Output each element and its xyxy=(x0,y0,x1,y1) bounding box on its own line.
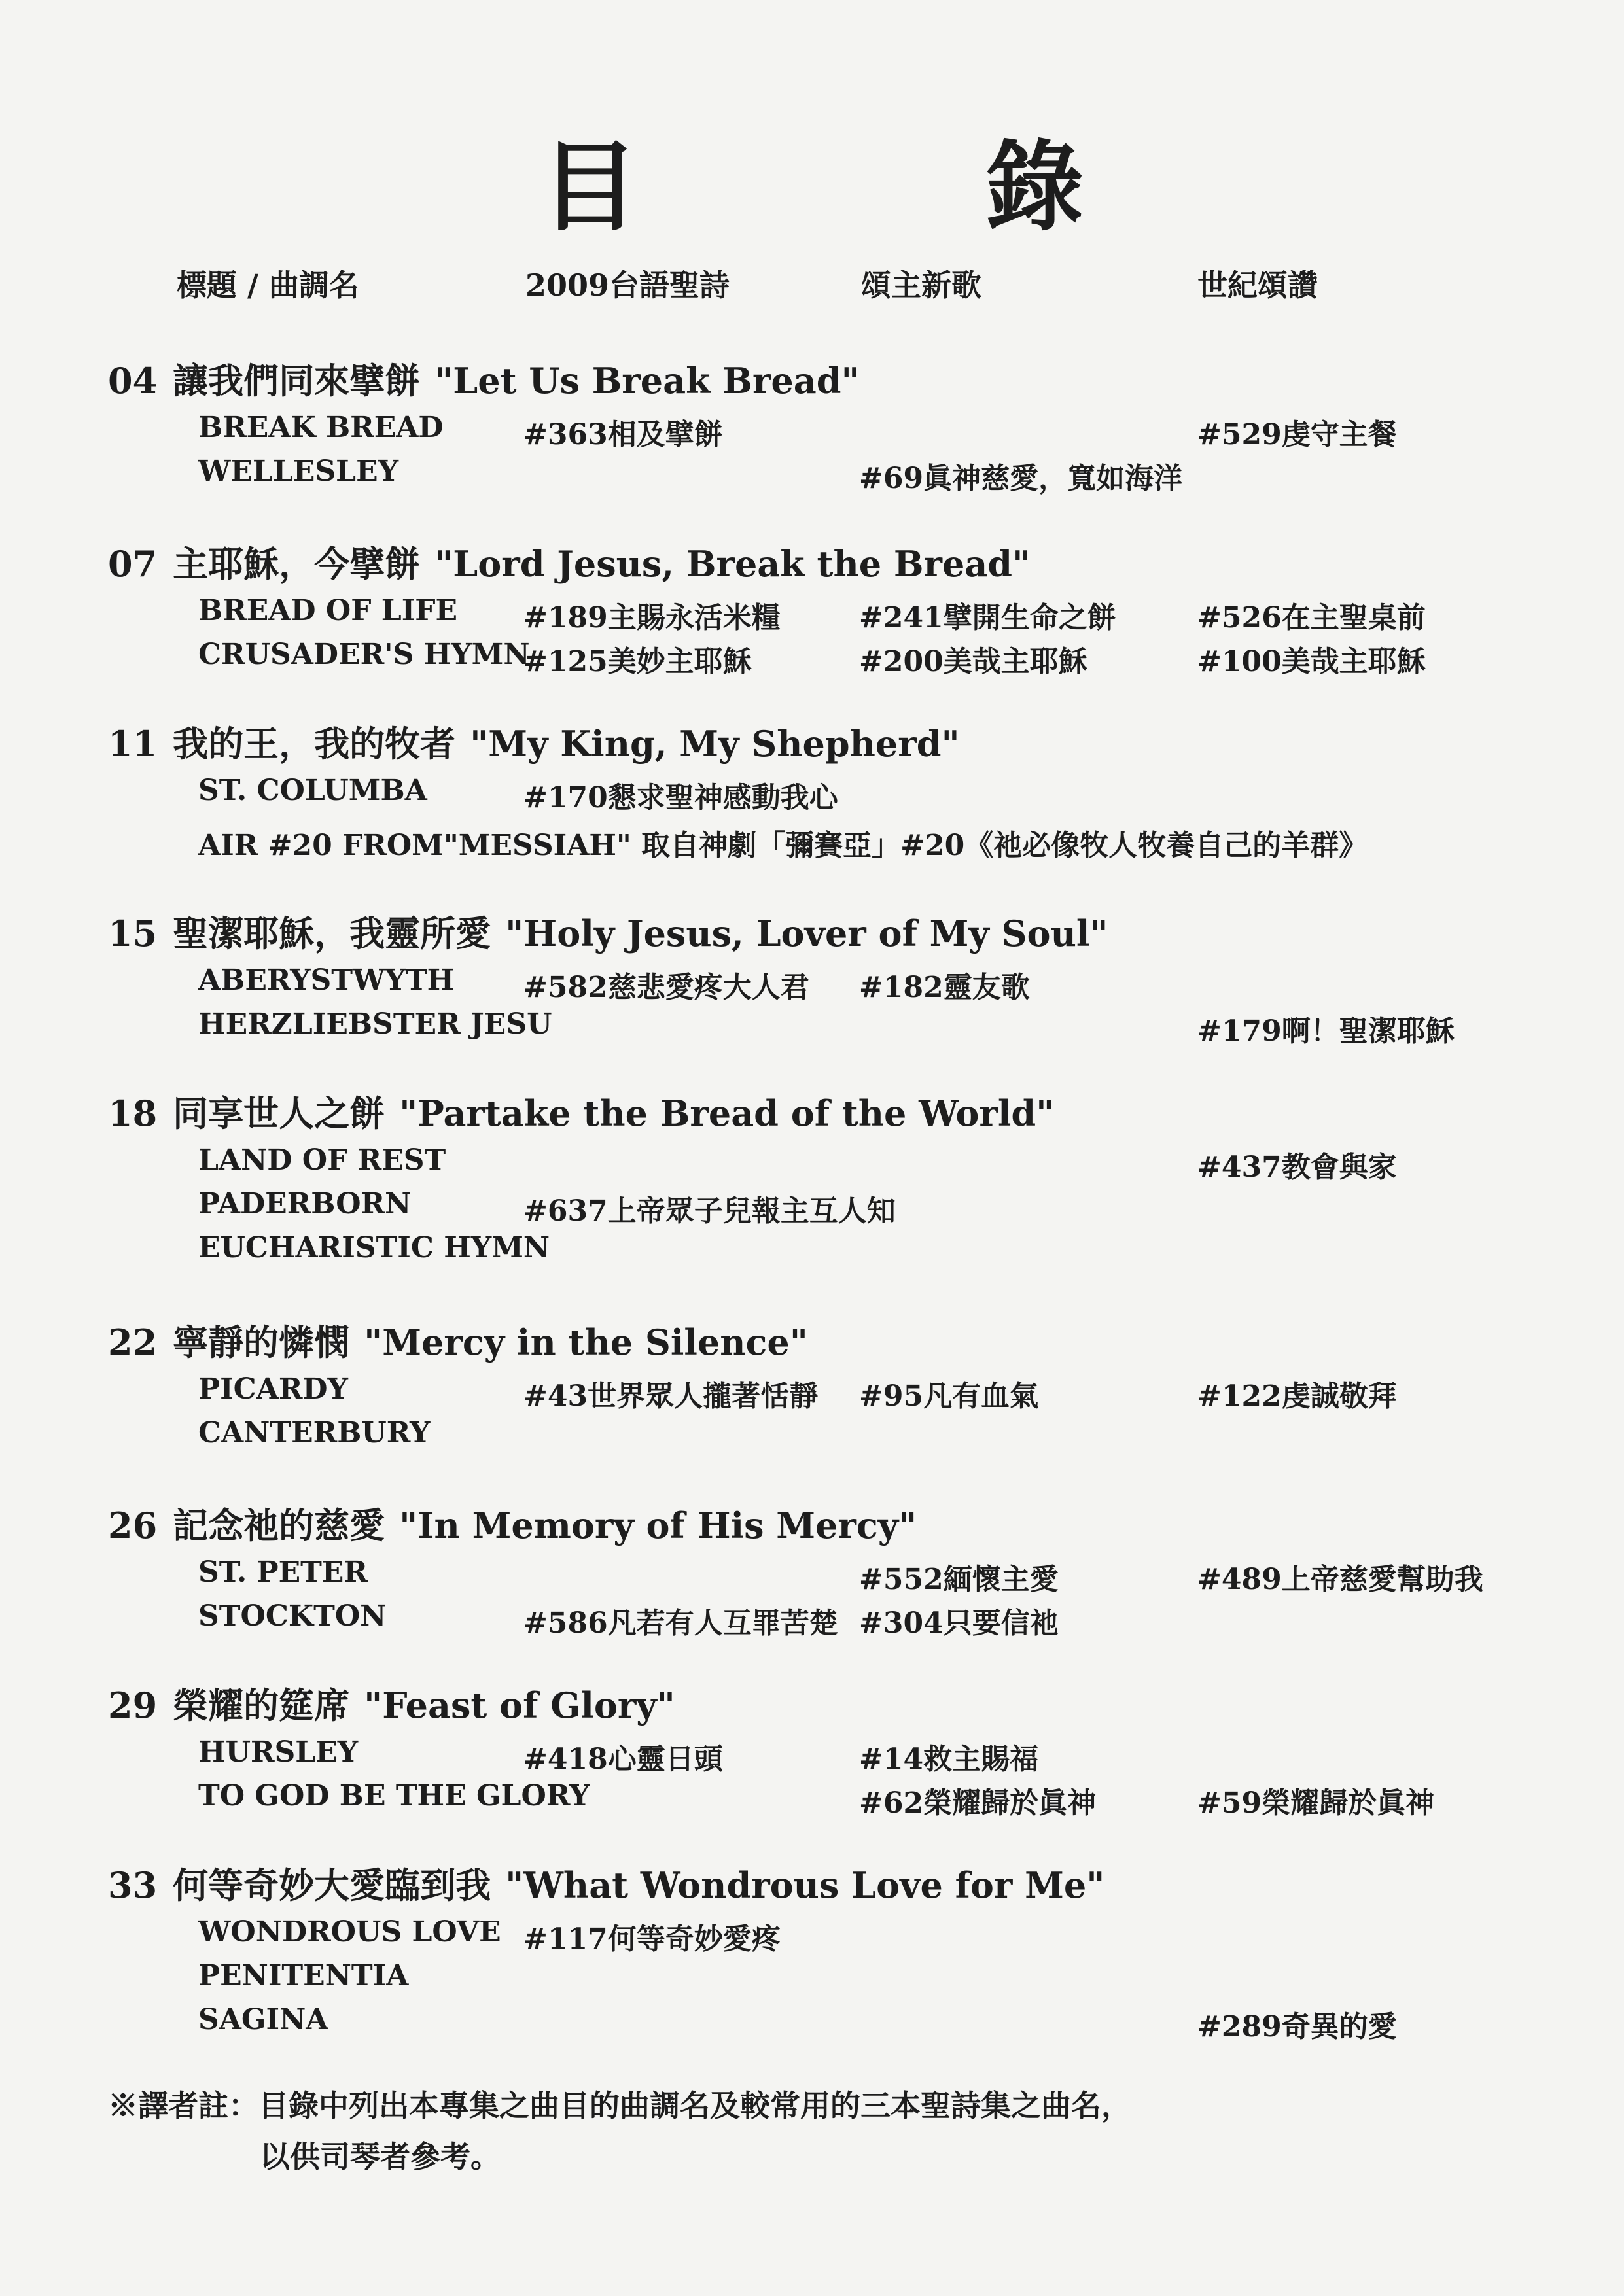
new-songs-ref: #182靈友歌 xyxy=(859,971,1030,1004)
section-title-zh: 寧靜的憐憫 xyxy=(173,1321,350,1363)
tune-row xyxy=(0,455,1624,496)
translator-note xyxy=(108,2080,1131,2182)
tune-row xyxy=(0,1915,1624,1957)
section-title-en: "Feast of Glory" xyxy=(364,1684,675,1726)
section-title xyxy=(108,1858,1104,1908)
tune-row xyxy=(0,774,1624,816)
tune-row xyxy=(0,2003,1624,2045)
tune-name: TO GOD BE THE GLORY xyxy=(198,1779,590,1813)
taigi-hymn-ref: #637上帝眾子兒報主互人知 xyxy=(523,1194,896,1228)
new-songs-ref: #241擘開生命之餅 xyxy=(859,601,1116,635)
new-songs-ref: #304只要信祂 xyxy=(859,1607,1059,1640)
tune-name: STOCKTON xyxy=(198,1599,387,1633)
taigi-hymn-ref: #363相及擘餅 xyxy=(523,418,723,451)
section-title xyxy=(108,906,1108,956)
section-title xyxy=(108,1086,1054,1136)
tune-name: PADERBORN xyxy=(198,1187,412,1221)
tune-row xyxy=(0,1372,1624,1414)
translator-note-line1: ※譯者註：目錄中列出本專集之曲目的曲調名及較常用的三本聖詩集之曲名， xyxy=(108,2088,1131,2123)
tune-name: HURSLEY xyxy=(198,1735,359,1769)
section-title-en: "Mercy in the Silence" xyxy=(364,1321,808,1363)
section-title-zh: 主耶穌，今擘餅 xyxy=(173,543,421,585)
section-title-en: "My King, My Shepherd" xyxy=(470,723,960,765)
century-praise-ref: #100美哉主耶穌 xyxy=(1197,645,1426,678)
tune-name: BREAK BREAD xyxy=(198,411,444,444)
column-header-title: 標題 / 曲調名 xyxy=(177,268,359,303)
taigi-hymn-ref: #170懇求聖神感動我心 xyxy=(523,781,838,814)
tune-row xyxy=(0,411,1624,453)
tune-name: CRUSADER'S HYMN xyxy=(198,638,530,671)
tune-row xyxy=(0,1735,1624,1777)
new-songs-ref: #62榮耀歸於眞神 xyxy=(859,1786,1097,1820)
tune-row xyxy=(0,638,1624,680)
section-title xyxy=(108,1498,917,1548)
column-header-taigi-hymnal: 2009台語聖詩 xyxy=(525,268,730,303)
section-title-zh: 聖潔耶穌，我靈所愛 xyxy=(173,913,491,954)
tune-name: EUCHARISTIC HYMN xyxy=(198,1231,550,1264)
century-praise-ref: #437教會與家 xyxy=(1197,1151,1397,1184)
section-title-en: "Let Us Break Bread" xyxy=(434,360,860,402)
tune-row xyxy=(0,1416,1624,1458)
page-title: 目 錄 xyxy=(540,130,1208,245)
tune-row xyxy=(0,1231,1624,1273)
section-title-zh: 讓我們同來擘餅 xyxy=(173,360,421,402)
section-number: 18 xyxy=(108,1092,158,1134)
new-songs-ref: #95凡有血氣 xyxy=(859,1380,1039,1413)
translator-note-line2: 以供司琴者參考。 xyxy=(260,2139,501,2174)
tune-row xyxy=(0,1959,1624,2001)
tune-row xyxy=(0,964,1624,1005)
tune-name: WELLESLEY xyxy=(198,455,399,488)
section-number: 15 xyxy=(108,913,158,954)
section-number: 11 xyxy=(108,723,158,765)
section-number: 22 xyxy=(108,1321,158,1363)
tune-name: CANTERBURY xyxy=(198,1416,431,1450)
section-title-en: "In Memory of His Mercy" xyxy=(399,1505,917,1546)
new-songs-ref: #69眞神慈愛，寬如海洋 xyxy=(859,462,1183,495)
tune-row xyxy=(0,1143,1624,1185)
tune-name: BREAD OF LIFE xyxy=(198,594,458,627)
tune-name: ST. COLUMBA xyxy=(198,774,427,807)
taigi-hymn-ref: #189主賜永活米糧 xyxy=(523,601,781,635)
tune-name: ST. PETER xyxy=(198,1556,368,1589)
section-number: 29 xyxy=(108,1684,158,1726)
section-number: 33 xyxy=(108,1864,158,1906)
section-title xyxy=(108,716,960,767)
century-praise-ref: #526在主聖桌前 xyxy=(1197,601,1426,635)
taigi-hymn-ref: #586凡若有人互罪苦楚 xyxy=(523,1607,838,1640)
section-title xyxy=(108,536,1031,587)
century-praise-ref: #489上帝慈愛幫助我 xyxy=(1197,1563,1483,1596)
section-title-zh: 我的王，我的牧者 xyxy=(173,723,456,765)
tune-row xyxy=(0,594,1624,636)
tune-row xyxy=(0,822,1624,863)
tune-row xyxy=(0,1556,1624,1597)
tune-row xyxy=(0,1779,1624,1821)
section-title-en: "Lord Jesus, Break the Bread" xyxy=(434,543,1031,585)
century-praise-ref: #59榮耀歸於眞神 xyxy=(1197,1786,1435,1820)
section-title-en: "What Wondrous Love for Me" xyxy=(505,1864,1105,1906)
tune-row xyxy=(0,1599,1624,1641)
taigi-hymn-ref: #582慈悲愛疼大人君 xyxy=(523,971,809,1004)
tune-name: LAND OF REST xyxy=(198,1143,446,1177)
century-praise-ref: #289奇異的愛 xyxy=(1197,2010,1397,2044)
section-title-zh: 榮耀的筵席 xyxy=(173,1684,350,1726)
taigi-hymn-ref: #43世界眾人攏著恬靜 xyxy=(523,1380,819,1413)
new-songs-ref: #552緬懷主愛 xyxy=(859,1563,1059,1596)
tune-name: SAGINA xyxy=(198,2003,328,2036)
century-praise-ref: #122虔誠敬拜 xyxy=(1197,1380,1397,1413)
tune-row xyxy=(0,1187,1624,1229)
new-songs-ref: #14救主賜福 xyxy=(859,1743,1039,1776)
section-title xyxy=(108,1678,675,1728)
tune-name: HERZLIEBSTER JESU xyxy=(198,1007,552,1041)
section-title-zh: 同享世人之餅 xyxy=(173,1092,385,1134)
column-header-new-songs: 頌主新歌 xyxy=(861,268,981,303)
tune-row xyxy=(0,1007,1624,1049)
section-title-zh: 何等奇妙大愛臨到我 xyxy=(173,1864,491,1906)
tune-source-note: AIR #20 FROM"MESSIAH" 取自神劇「彌賽亞」#20《祂必像牧人牧養自己的羊群》 xyxy=(198,829,1368,862)
column-header-century-praise: 世紀頌讚 xyxy=(1197,268,1318,303)
century-praise-ref: #179啊！聖潔耶穌 xyxy=(1197,1015,1455,1048)
century-praise-ref: #529虔守主餐 xyxy=(1197,418,1397,451)
new-songs-ref: #200美哉主耶穌 xyxy=(859,645,1087,678)
section-title-en: "Partake the Bread of the World" xyxy=(399,1092,1055,1134)
tune-name: WONDROUS LOVE xyxy=(198,1915,501,1949)
section-title-en: "Holy Jesus, Lover of My Soul" xyxy=(505,913,1108,954)
section-title xyxy=(108,1315,808,1365)
section-number: 07 xyxy=(108,543,158,585)
section-number: 26 xyxy=(108,1505,158,1546)
tune-name: ABERYSTWYTH xyxy=(198,964,455,997)
section-number: 04 xyxy=(108,360,158,402)
section-title xyxy=(108,353,860,404)
section-title-zh: 記念祂的慈愛 xyxy=(173,1505,385,1546)
taigi-hymn-ref: #117何等奇妙愛疼 xyxy=(523,1922,781,1956)
tune-name: PENITENTIA xyxy=(198,1959,409,1992)
taigi-hymn-ref: #125美妙主耶穌 xyxy=(523,645,752,678)
tune-name: PICARDY xyxy=(198,1372,348,1406)
taigi-hymn-ref: #418心靈日頭 xyxy=(523,1743,723,1776)
